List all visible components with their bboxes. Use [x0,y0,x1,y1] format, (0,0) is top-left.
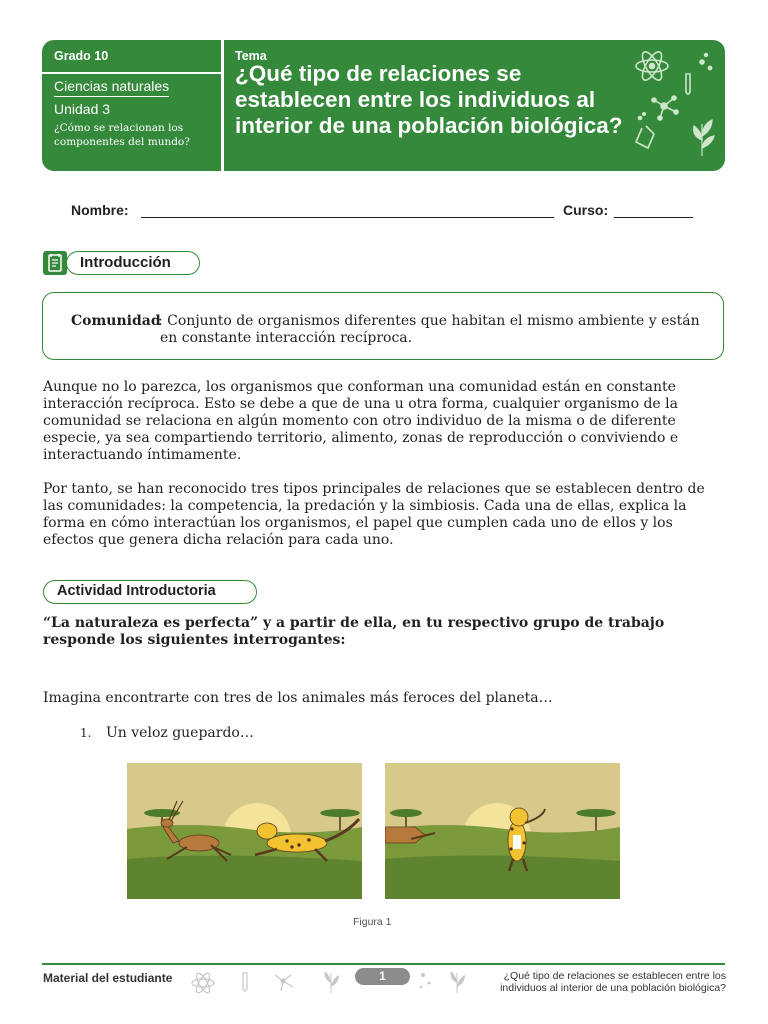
topic-title: ¿Qué tipo de relaciones se establecen entre los individuos al interior de una población biológica? [235,61,623,138]
leaf-icon [694,120,714,156]
unit-question: ¿Cómo se relacionan los componentes del mundo? [54,122,190,148]
figure-cheetah-standing [385,763,620,899]
list-number: 1. [80,726,92,740]
header-banner [42,40,725,171]
section-title-introduccion: Introducción [66,251,200,275]
test-tube-icon [243,973,247,991]
name-label: Nombre: [71,202,129,218]
flask-icon [636,113,654,148]
subject-label: Ciencias naturales [54,78,169,97]
science-icons [630,44,722,164]
figure-caption: Figura 1 [353,916,392,928]
activity-prompt: “La naturaleza es perfecta” y a partir de ella, en tu respectivo grupo de trabajo responde los siguientes interrogantes: [43,615,665,648]
leaf-icon [325,971,339,993]
definition-text: : Conjunto de organismos diferentes que habitan el mismo ambiente y están en constante interacción recíproca. [158,313,700,346]
header-divider [221,40,224,171]
name-field[interactable] [141,217,554,218]
atom-icon [636,49,668,83]
test-tube-icon [686,54,712,94]
footer-icons [185,965,475,997]
topic-label: Tema [235,49,267,63]
footer-label: Material del estudiante [43,971,173,985]
figure-cheetah-chase [127,763,362,899]
section-title-actividad: Actividad Introductoria [43,580,257,604]
intro-paragraph-2: Por tanto, se han reconocido tres tipos principales de relaciones que se establecen dentro de las comunidades: la competencia, la predación y la simbiosis. Cada una de ellas, explica la forma en cómo interactúan los organismos, el papel que cumplen cada uno de ellos y los efectos que genera dicha relación para cada uno. [43,481,705,548]
molecule-icon [652,96,678,120]
header-rule [42,72,221,74]
course-field[interactable] [614,217,693,218]
atom-icon [192,971,214,994]
unit-label: Unidad 3 [54,101,111,117]
notebook-icon [43,251,67,275]
footer-title: ¿Qué tipo de relaciones se establecen entre los individuos al interior de una población biológica? [500,970,726,994]
activity-lead: Imagina encontrarte con tres de los animales más feroces del planeta… [43,690,553,706]
definition-term: Comunidad [71,313,161,329]
intro-paragraph-1: Aunque no lo parezca, los organismos que conforman una comunidad están en constante interacción recíproca. Esto se debe a que de una u otra forma, cualquier organismo de la comunidad se relaciona en algún momento con otro individuo de la misma o de diferente especie, ya sea compartiendo territorio, alimento, zonas de reproducción o conviviendo e interactuando íntimamente. [43,379,679,463]
list-item-text: Un veloz guepardo… [106,725,254,741]
course-label: Curso: [563,202,609,218]
flask-icon [420,973,431,988]
page-number: 1 [355,968,410,985]
grade-label: Grado 10 [54,49,109,63]
molecule-icon [275,975,293,991]
